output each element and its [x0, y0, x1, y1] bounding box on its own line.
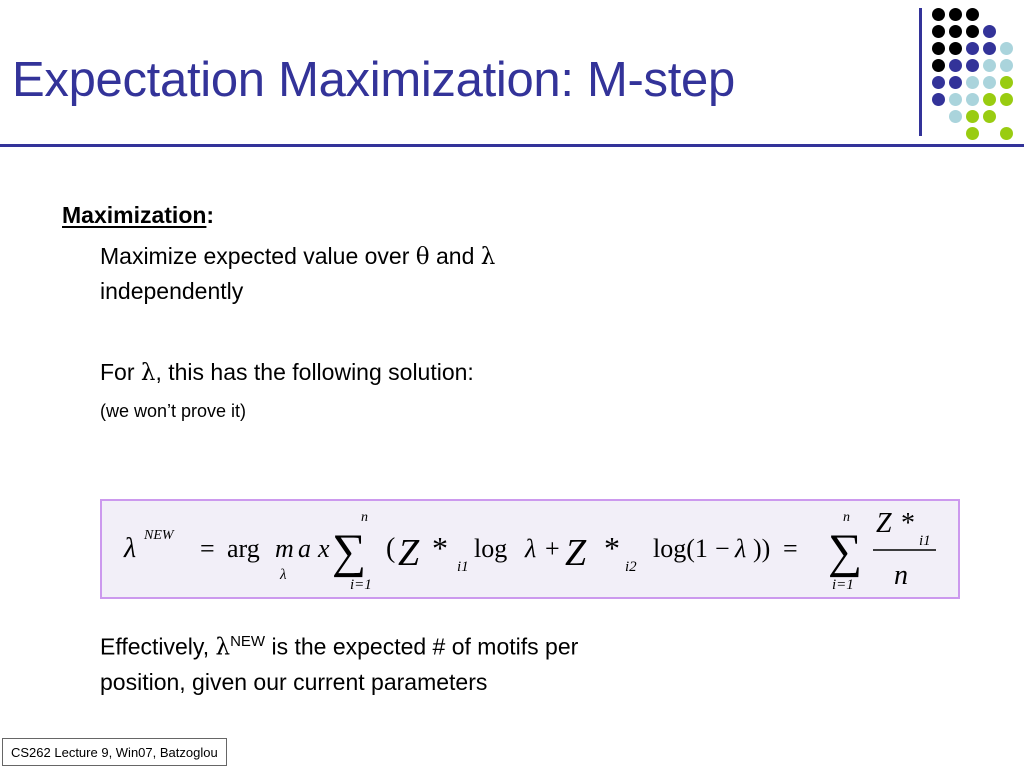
decorative-dot: [966, 59, 979, 72]
decorative-dot: [966, 8, 979, 21]
lambda-symbol: λ: [480, 244, 496, 270]
decorative-dot: [932, 76, 945, 89]
decorative-dot: [966, 76, 979, 89]
formula-denominator: n: [894, 560, 908, 591]
decorative-dot: [932, 42, 945, 55]
decorative-dot: [949, 8, 962, 21]
formula-sum-1-upper: n: [361, 510, 368, 525]
formula-sub-i1: i1: [457, 559, 469, 575]
formula-log-1: log: [474, 534, 508, 563]
solution-text: , this has the following solution:: [155, 359, 474, 385]
formula-max-a: a: [298, 534, 311, 563]
formula-sum-2-lower: i=1: [832, 577, 854, 593]
decorative-dot: [932, 59, 945, 72]
maximize-text: Maximize expected value over: [100, 243, 416, 269]
formula-open-paren: (: [386, 533, 396, 564]
vertical-divider: [919, 8, 922, 136]
decorative-dot: [949, 93, 962, 106]
decorative-dot-grid: [0, 0, 1024, 150]
expected-motifs-text: is the expected # of motifs per: [265, 633, 579, 660]
for-text: For: [100, 359, 141, 385]
decorative-dot: [1000, 42, 1013, 55]
decorative-dot: [966, 42, 979, 55]
decorative-dot: [983, 93, 996, 106]
formula-star1: *: [432, 530, 448, 566]
formula-frac-z: Z: [876, 508, 892, 539]
decorative-dot: [966, 93, 979, 106]
formula-arg: arg: [227, 534, 260, 563]
formula-equals-2: =: [783, 534, 798, 563]
decorative-dot: [1000, 127, 1013, 140]
solution-paragraph: [100, 355, 474, 390]
section-heading: [62, 202, 214, 229]
heading-colon: :: [206, 202, 215, 228]
lambda-update-formula: [102, 501, 958, 597]
effectively-text: Effectively,: [100, 633, 216, 660]
formula-argmax-subscript: λ: [280, 567, 287, 583]
formula-lambda-2: λ: [525, 534, 537, 563]
decorative-dot: [966, 110, 979, 123]
decorative-dot: [932, 93, 945, 106]
decorative-dot: [949, 59, 962, 72]
formula-sub-i2: i2: [625, 559, 637, 575]
decorative-dot: [983, 110, 996, 123]
decorative-dot: [966, 127, 979, 140]
formula-max-m: m: [275, 534, 294, 563]
formula-equals: =: [200, 534, 215, 563]
decorative-dot: [983, 25, 996, 38]
formula-new-superscript: NEW: [144, 528, 174, 543]
decorative-dot: [966, 25, 979, 38]
formula-z2: Z: [565, 532, 587, 574]
maximize-paragraph: [100, 239, 495, 308]
decorative-dot: [949, 42, 962, 55]
decorative-dot: [1000, 76, 1013, 89]
and-text: and: [429, 243, 481, 269]
formula-max-x: x: [318, 534, 330, 563]
formula-sum-2-upper: n: [843, 510, 850, 525]
formula-lambda-3: λ: [735, 534, 747, 563]
decorative-dot: [932, 8, 945, 21]
decorative-dot: [949, 110, 962, 123]
decorative-dot: [949, 76, 962, 89]
decorative-dot: [1000, 93, 1013, 106]
decorative-dot: [983, 59, 996, 72]
theta-symbol: θ: [415, 244, 430, 270]
formula-sum-1-lower: i=1: [350, 577, 372, 593]
formula-star2: *: [604, 530, 620, 566]
formula-sum-2: ∑: [828, 525, 863, 578]
decorative-dot: [983, 42, 996, 55]
formula-frac-sub: i1: [919, 533, 931, 549]
lambda-symbol: λ: [140, 360, 156, 386]
effectively-paragraph: [100, 625, 578, 699]
footer-label: CS262 Lecture 9, Win07, Batzoglou: [2, 738, 227, 766]
heading-label: Maximization: [62, 202, 207, 228]
decorative-dot: [983, 76, 996, 89]
formula-box: [100, 499, 960, 599]
slide-title: Expectation Maximization: M-step: [12, 53, 735, 107]
given-parameters-text: position, given our current parameters: [100, 668, 488, 695]
formula-close-parens: )): [753, 534, 771, 563]
no-proof-note: (we won’t prove it): [100, 401, 247, 421]
lambda-symbol: λ: [215, 634, 231, 661]
new-superscript: NEW: [230, 633, 266, 650]
formula-frac-star: *: [901, 508, 915, 539]
formula-plus: +: [545, 534, 560, 563]
formula-z1: Z: [398, 532, 420, 574]
formula-lambda: λ: [124, 533, 137, 564]
formula-minus: −: [715, 534, 730, 563]
decorative-dot: [1000, 59, 1013, 72]
independently-text: independently: [100, 278, 244, 304]
formula-log1-open: log(1: [653, 534, 708, 563]
formula-sum-1: ∑: [332, 525, 367, 578]
decorative-dot: [949, 25, 962, 38]
decorative-dot: [932, 25, 945, 38]
title-underline: [0, 144, 1024, 147]
